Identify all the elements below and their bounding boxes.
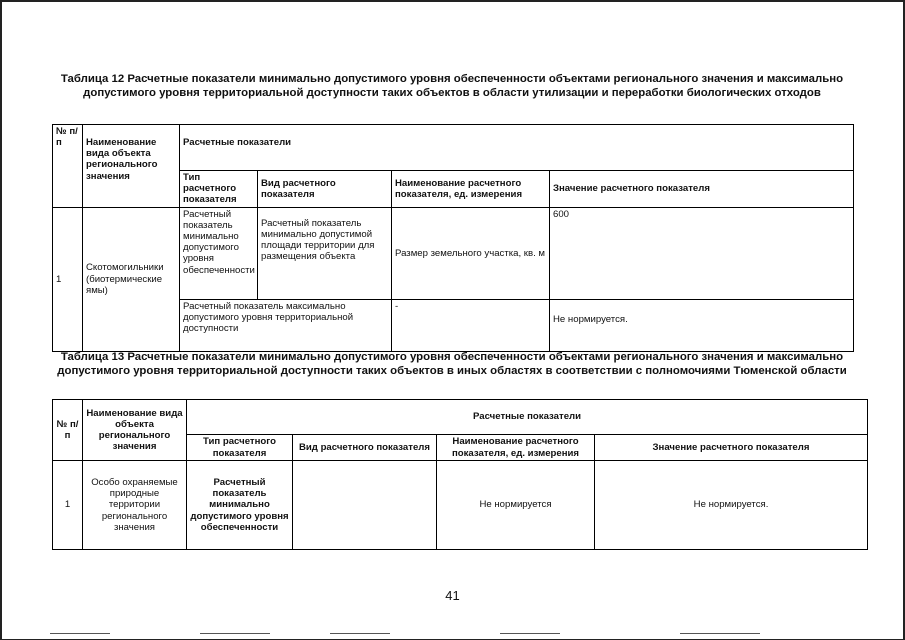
header-object: Наименование вида объекта регионального значения [83,125,180,208]
row-kind [293,461,437,550]
table-13 [52,399,868,550]
scan-border-left [0,0,2,640]
row-value-min: 600 [550,207,854,299]
header-value: Значение расчетного показателя [595,435,868,461]
table-12-title: Таблица 12 Расчетные показатели минимально допустимого уровня обеспеченности объектами регионального значения и максимально допустимого уровня территориальной доступности таких объектов в области утилизации и переработки биологических отходов [60,73,844,99]
row-type: Расчетный показатель минимально допустимого уровня обеспеченности [187,461,293,550]
scan-mark [680,633,760,634]
header-kind: Вид расчетного показателя [293,435,437,461]
row-value-max: Не нормируется. [550,299,854,351]
row-name-max: - [392,299,550,351]
header-num: № п/п [53,400,83,461]
header-kind: Вид расчетного показателя [258,171,392,208]
header-indicators: Расчетные показатели [180,125,854,171]
row-type-min: Расчетный показатель минимально допустимого уровня обеспеченности [180,207,258,299]
header-type: Тип расчетного показателя [187,435,293,461]
header-value: Значение расчетного показателя [550,171,854,208]
table-12 [52,124,854,352]
scan-mark [50,633,110,634]
header-type: Тип расчетного показателя [180,171,258,208]
row-type-max: Расчетный показатель максимально допустимого уровня территориальной доступности [180,299,392,351]
page-number: 41 [445,588,460,603]
row-name-min: Размер земельного участка, кв. м [392,207,550,299]
header-object: Наименование вида объекта регионального значения [83,400,187,461]
row-object: Скотомогильники (биотермические ямы) [83,207,180,351]
scan-border-top [0,0,905,2]
row-value: Не нормируется. [595,461,868,550]
row-num: 1 [53,207,83,351]
scan-mark [330,633,390,634]
row-num: 1 [53,461,83,550]
header-name-unit: Наименование расчетного показателя, ед. измерения [437,435,595,461]
row-kind-min: Расчетный показатель минимально допустимой площади территории для размещения объекта [258,207,392,299]
scan-mark [500,633,560,634]
scan-mark [200,633,270,634]
row-name: Не нормируется [437,461,595,550]
row-object: Особо охраняемые природные территории регионального значения [83,461,187,550]
header-name-unit: Наименование расчетного показателя, ед. измерения [392,171,550,208]
header-num: № п/п [53,125,83,208]
header-indicators: Расчетные показатели [187,400,868,435]
table-13-title: Таблица 13 Расчетные показатели минимально допустимого уровня обеспеченности объектами регионального значения и максимально допустимого уровня территориальной доступности таких объектов в иных областях в соответствии с полномочиями Тюменской области [57,351,847,377]
